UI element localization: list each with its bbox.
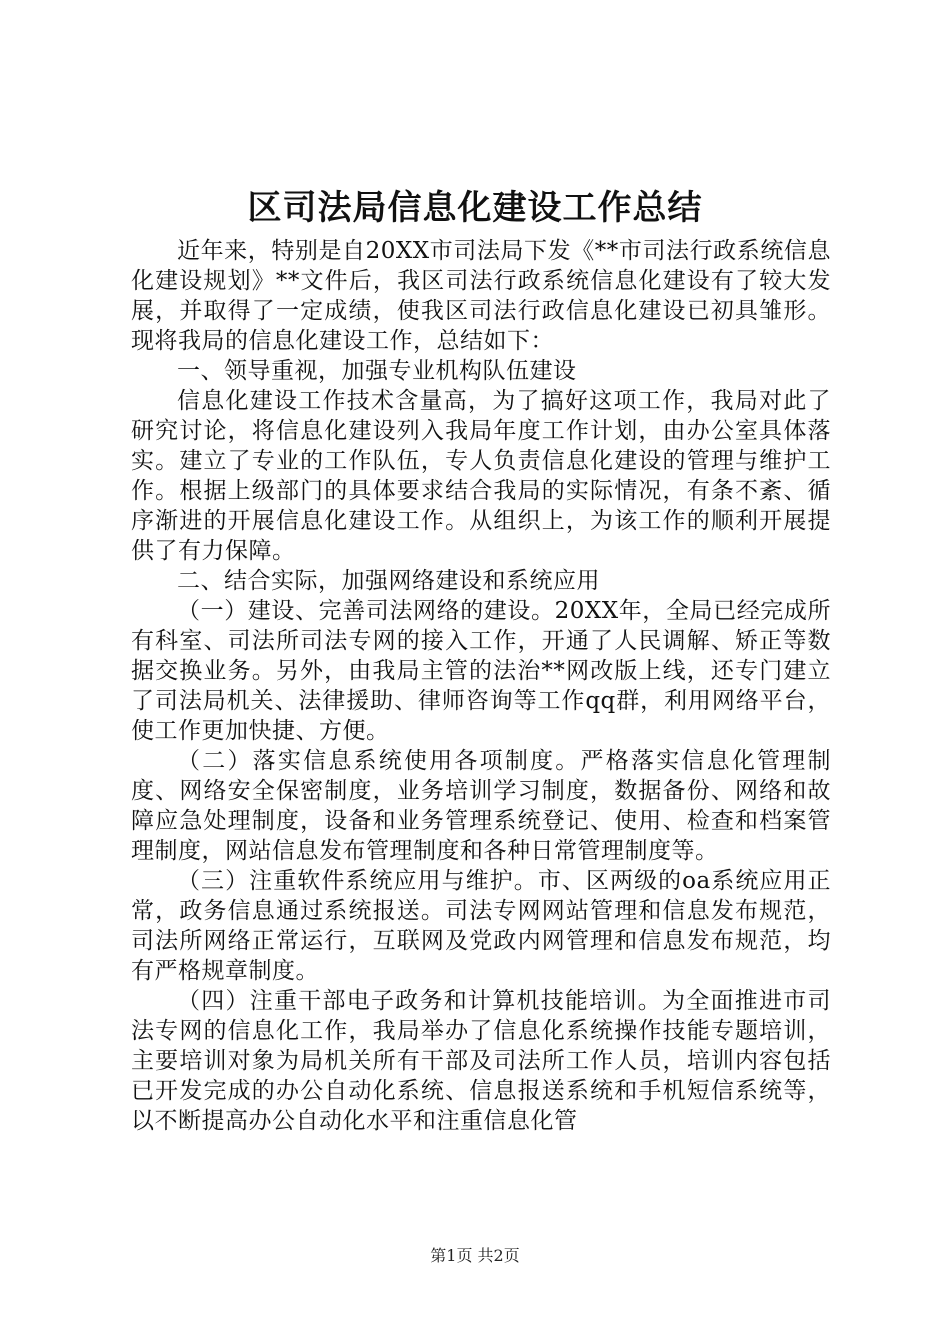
subsection-2-paragraph: （二）落实信息系统使用各项制度。严格落实信息化管理制度、网络安全保密制度，业务培训学习制度，数据备份、网络和故障应急处理制度，设备和业务管理系统登记、使用、检查和档案管理制度，网站信息发布管理制度和各种日常管理制度等。 [131, 748, 831, 864]
section-heading-2: 二、结合实际，加强网络建设和系统应用 [177, 568, 600, 594]
section-heading-1: 一、领导重视，加强专业机构队伍建设 [177, 358, 577, 384]
document-title: 区司法局信息化建设工作总结 [247, 188, 703, 228]
intro-paragraph: 近年来，特别是自20XX市司法局下发《**市司法行政系统信息化建设规划》**文件后，我区司法行政系统信息化建设有了较大发展，并取得了一定成绩，使我区司法行政信息化建设已初具雏形。现将我局的信息化建设工作，总结如下： [131, 238, 831, 354]
subsection-1-paragraph: （一）建设、完善司法网络的建设。20XX年，全局已经完成所有科室、司法所司法专网的接入工作，开通了人民调解、矫正等数据交换业务。另外，由我局主管的法治**网改版上线，还专门建立了司法局机关、法律援助、律师咨询等工作qq群，利用网络平台，使工作更加快捷、方便。 [131, 598, 831, 744]
section-1-paragraph: 信息化建设工作技术含量高，为了搞好这项工作，我局对此了研究讨论，将信息化建设列入我局年度工作计划，由办公室具体落实。建立了专业的工作队伍，专人负责信息化建设的管理与维护工作。根据上级部门的具体要求结合我局的实际情况，有条不紊、循序渐进的开展信息化建设工作。从组织上，为该工作的顺利开展提供了有力保障。 [131, 388, 831, 564]
document-body [131, 236, 831, 1136]
subsection-3-paragraph: （三）注重软件系统应用与维护。市、区两级的oa系统应用正常，政务信息通过系统报送。司法专网网站管理和信息发布规范，司法所网络正常运行，互联网及党政内网管理和信息发布规范，均有严格规章制度。 [131, 868, 831, 984]
page-number-footer: 第1页 共2页 [430, 1246, 520, 1265]
subsection-4-paragraph: （四）注重干部电子政务和计算机技能培训。为全面推进市司法专网的信息化工作，我局举办了信息化系统操作技能专题培训，主要培训对象为局机关所有干部及司法所工作人员，培训内容包括已开发完成的办公自动化系统、信息报送系统和手机短信系统等，以不断提高办公自动化水平和注重信息化管 [131, 988, 831, 1134]
